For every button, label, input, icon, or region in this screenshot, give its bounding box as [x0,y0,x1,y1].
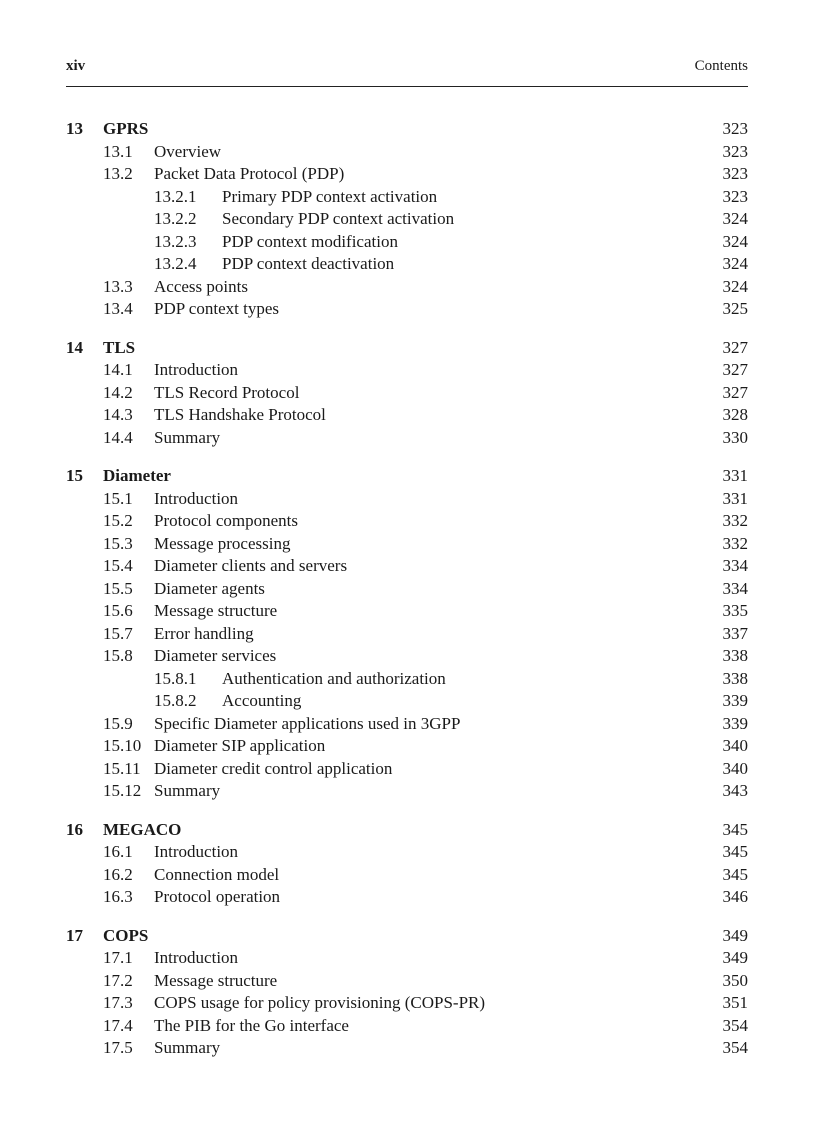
section-title: Authentication and authorization [222,668,446,688]
section-title: TLS Handshake Protocol [154,405,326,424]
section-number: 16.1 [103,842,133,861]
section-title: Introduction [154,488,239,508]
section-title: COPS usage for policy provisioning (COPS-PR) [154,993,486,1012]
section-title: Summary [154,427,221,447]
section-page-number: 332 [722,511,748,530]
section-page-number: 337 [722,623,748,643]
section-number: 15.3 [103,533,133,553]
section-title: Diameter clients and servers [154,556,348,575]
chapter-page-number: 327 [722,337,748,357]
section-page-number: 324 [722,209,748,228]
toc-section-entry [66,555,748,578]
toc-subsection-entry [66,253,748,276]
chapter-number: 14 [66,337,83,357]
toc-section-entry [66,141,748,164]
chapter-title: MEGACO [103,819,182,839]
section-title: Introduction [154,842,239,861]
section-number: 17.3 [103,993,133,1012]
section-title: Protocol operation [154,887,281,906]
section-title: Access points [154,276,248,296]
section-page-number: 345 [722,842,748,861]
header-rule [66,86,748,87]
section-number: 15.6 [103,601,133,620]
toc-section-entry [66,404,748,427]
toc-section-entry [66,841,748,864]
toc-section-entry [66,578,748,601]
toc-section-entry [66,780,748,803]
toc-section-entry [66,864,748,887]
section-number: 15.8 [103,646,133,665]
section-page-number: 327 [722,360,748,379]
toc-chapter-entry [66,819,748,842]
section-page-number: 345 [722,864,748,884]
section-title: Summary [154,1038,221,1057]
section-title: TLS Record Protocol [154,382,300,402]
toc-subsection-entry [66,231,748,254]
section-title: Packet Data Protocol (PDP) [154,164,345,183]
section-number: 15.8.2 [154,691,197,710]
section-page-number: 354 [722,1015,748,1035]
section-number: 15.12 [103,781,142,800]
section-title: Diameter credit control application [154,758,393,778]
section-title: Connection model [154,864,280,884]
chapter-page-number: 345 [722,819,748,839]
section-title: Protocol components [154,511,299,530]
chapter-block-15 [66,465,748,803]
section-page-number: 335 [722,601,748,620]
running-head [66,58,748,80]
chapter-page-number: 323 [722,119,748,138]
chapter-block-13 [66,118,748,321]
section-number: 13.4 [103,299,133,318]
section-title: Introduction [154,948,239,967]
toc-section-entry [66,886,748,909]
section-number: 15.7 [103,623,133,643]
toc-section-entry [66,623,748,646]
section-number: 14.3 [103,405,133,424]
section-page-number: 340 [722,758,748,778]
section-page-number: 323 [722,186,748,206]
chapter-page-number: 331 [722,466,748,485]
section-number: 13.1 [103,141,133,161]
section-title: Primary PDP context activation [222,186,438,206]
section-page-number: 324 [722,254,748,273]
chapter-block-17 [66,925,748,1060]
section-title: Diameter SIP application [154,736,326,755]
section-page-number: 340 [722,736,748,755]
toc-section-entry [66,510,748,533]
section-page-number: 324 [722,231,748,251]
toc-section-entry [66,970,748,993]
toc-subsection-entry [66,208,748,231]
section-title: Diameter agents [154,578,265,598]
toc-section-entry [66,947,748,970]
chapter-block-16 [66,819,748,909]
section-title: Overview [154,141,222,161]
section-number: 15.5 [103,578,133,598]
chapter-title: COPS [103,925,149,945]
section-page-number: 323 [722,141,748,161]
toc-section-entry [66,735,748,758]
section-number: 13.3 [103,276,133,296]
section-number: 17.1 [103,948,133,967]
running-title: Contents [694,58,748,74]
toc-section-entry [66,427,748,450]
section-page-number: 339 [722,691,748,710]
section-number: 17.2 [103,970,133,990]
section-number: 13.2.1 [154,186,197,206]
section-number: 17.5 [103,1038,133,1057]
section-number: 13.2.4 [154,254,197,273]
section-page-number: 334 [722,556,748,575]
contents-page [66,58,748,1076]
table-of-contents [66,118,748,1060]
toc-section-entry [66,359,748,382]
toc-chapter-entry [66,118,748,141]
section-title: PDP context modification [222,231,398,251]
section-number: 15.9 [103,713,133,733]
chapter-number: 17 [66,925,83,945]
section-title: The PIB for the Go interface [154,1015,349,1035]
section-title: PDP context deactivation [222,254,395,273]
toc-section-entry [66,163,748,186]
section-number: 15.11 [103,758,141,778]
section-title: Specific Diameter applications used in 3GPP [154,713,461,733]
section-number: 17.4 [103,1015,133,1035]
section-title: Diameter services [154,646,277,665]
toc-chapter-entry [66,337,748,360]
section-number: 14.2 [103,382,133,402]
section-title: Secondary PDP context activation [222,209,455,228]
section-number: 15.1 [103,488,133,508]
chapter-block-14 [66,337,748,450]
section-page-number: 349 [722,948,748,967]
toc-section-entry [66,276,748,299]
toc-section-entry [66,992,748,1015]
section-page-number: 351 [722,993,748,1012]
page-folio: xiv [66,58,86,74]
toc-section-entry [66,533,748,556]
toc-chapter-entry [66,925,748,948]
toc-subsection-entry [66,668,748,691]
section-number: 13.2 [103,164,133,183]
section-page-number: 346 [722,887,748,906]
section-number: 15.8.1 [154,668,197,688]
section-page-number: 343 [722,781,748,800]
chapter-page-number: 349 [722,925,748,945]
toc-section-entry [66,382,748,405]
section-title: Accounting [222,691,302,710]
section-number: 16.3 [103,887,133,906]
toc-section-entry [66,645,748,668]
section-page-number: 331 [722,488,748,508]
section-title: Error handling [154,623,254,643]
section-page-number: 328 [722,405,748,424]
chapter-title: TLS [103,337,136,357]
section-number: 16.2 [103,864,133,884]
section-number: 14.4 [103,427,133,447]
section-title: Message structure [154,970,278,990]
section-page-number: 327 [722,382,748,402]
section-title: Summary [154,781,221,800]
toc-section-entry [66,488,748,511]
section-page-number: 334 [722,578,748,598]
chapter-title: GPRS [103,119,149,138]
section-title: Message structure [154,601,278,620]
chapter-title: Diameter [103,466,171,485]
section-number: 15.4 [103,556,133,575]
section-number: 13.2.3 [154,231,197,251]
section-page-number: 324 [722,276,748,296]
toc-section-entry [66,298,748,321]
section-title: PDP context types [154,299,279,318]
toc-subsection-entry [66,690,748,713]
section-page-number: 332 [722,533,748,553]
toc-section-entry [66,758,748,781]
section-page-number: 338 [722,646,748,665]
section-number: 14.1 [103,360,133,379]
toc-section-entry [66,713,748,736]
section-page-number: 338 [722,668,748,688]
section-number: 13.2.2 [154,209,197,228]
section-title: Message processing [154,533,291,553]
toc-subsection-entry [66,186,748,209]
section-page-number: 350 [722,970,748,990]
section-number: 15.2 [103,511,133,530]
toc-chapter-entry [66,465,748,488]
toc-section-entry [66,600,748,623]
toc-section-entry [66,1015,748,1038]
section-number: 15.10 [103,736,142,755]
section-page-number: 323 [722,164,748,183]
section-page-number: 339 [722,713,748,733]
chapter-number: 16 [66,819,83,839]
section-title: Introduction [154,360,239,379]
section-page-number: 354 [722,1038,748,1057]
section-page-number: 330 [722,427,748,447]
toc-section-entry [66,1037,748,1060]
chapter-number: 15 [66,466,83,485]
chapter-number: 13 [66,119,83,138]
section-page-number: 325 [722,299,748,318]
